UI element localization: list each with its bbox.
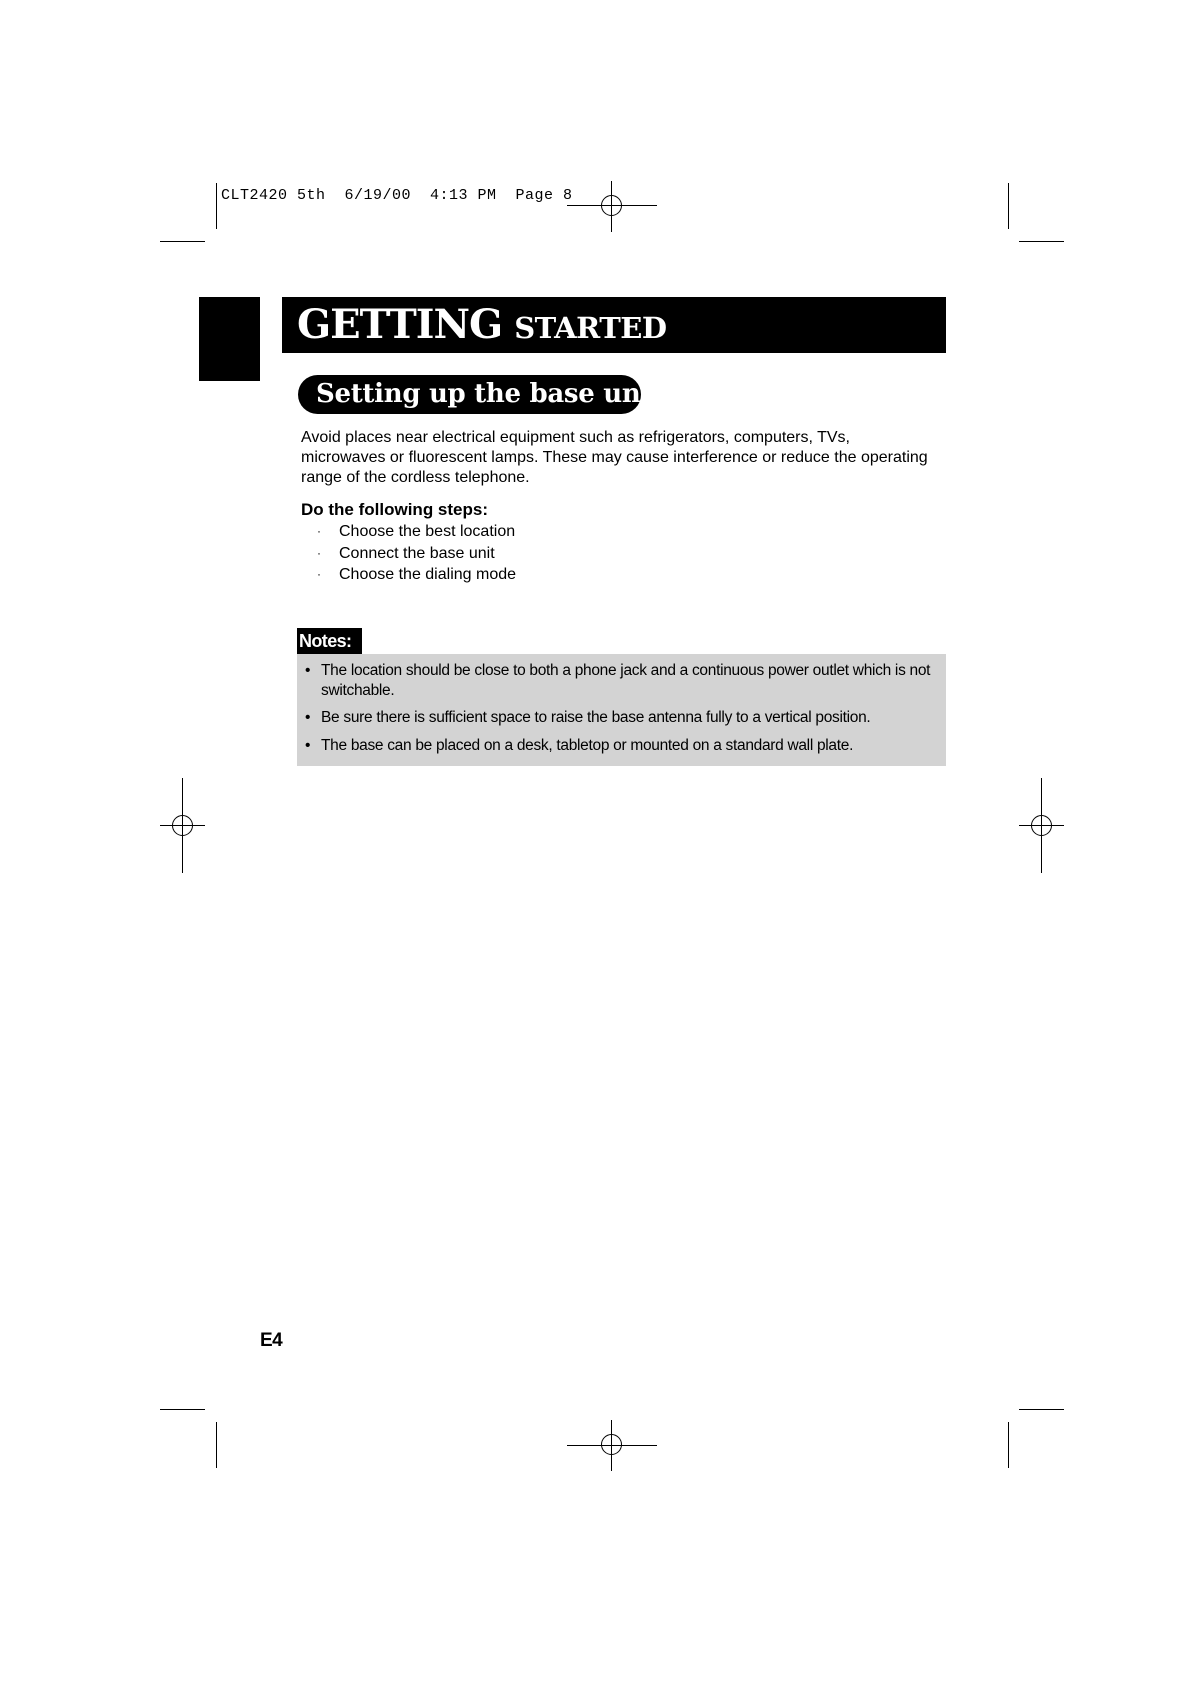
crop-mark [1008, 183, 1009, 229]
list-item [315, 543, 516, 565]
chapter-header [282, 297, 946, 353]
note-item [305, 736, 936, 756]
registration-circle [172, 815, 193, 836]
step-label: Connect the base unit [339, 544, 495, 562]
intro-line: microwaves or fluorescent lamps. These may cause interference or reduce the operating [301, 449, 928, 466]
section-tab [199, 297, 260, 381]
bullet-dot: · [317, 545, 321, 560]
list-item [315, 521, 516, 543]
notes-label: Notes: [297, 628, 362, 654]
intro-line: Avoid places near electrical equipment such as refrigerators, computers, TVs, [301, 429, 850, 446]
registration-circle [601, 1434, 622, 1455]
list-item [315, 564, 516, 586]
note-item [305, 708, 936, 728]
bullet-dot: · [317, 524, 321, 538]
note-bullet: • [305, 709, 311, 726]
step-label: Choose the dialing mode [339, 566, 517, 583]
crop-mark [160, 1409, 205, 1410]
crop-mark [216, 183, 217, 229]
bullet-dot: · [317, 567, 321, 581]
chapter-title-main: GETTING [297, 301, 503, 348]
page-number: E4 [260, 1330, 283, 1351]
crop-mark [160, 241, 205, 242]
intro-paragraph [301, 428, 951, 488]
note-text: The location should be close to both a phone jack and a continuous power outlet which is not switchable. [321, 662, 931, 699]
crop-mark [216, 1422, 217, 1468]
steps-heading: Do the following steps: [301, 500, 488, 519]
crop-mark [1019, 1409, 1064, 1410]
registration-circle [601, 195, 622, 216]
crop-mark [1008, 1422, 1009, 1468]
crop-mark [1019, 241, 1064, 242]
printer-slug: CLT2420 5th 6/19/00 4:13 PM Page 8 [221, 187, 573, 204]
registration-circle [1031, 815, 1052, 836]
note-bullet: • [305, 662, 311, 679]
note-text: The base can be placed on a desk, tabletop or mounted on a standard wall plate. [321, 736, 854, 754]
step-label: Choose the best location [339, 523, 516, 540]
note-bullet: • [305, 736, 311, 754]
notes-box [297, 654, 946, 766]
section-title: Setting up the base unit [298, 375, 641, 414]
note-text: Be sure there is sufficient space to raise the base antenna fully to a vertical position. [321, 709, 871, 726]
note-item [305, 661, 936, 700]
intro-line: range of the cordless telephone. [301, 469, 530, 486]
steps-list [315, 521, 516, 586]
chapter-title-secondary: STARTED [514, 311, 667, 345]
